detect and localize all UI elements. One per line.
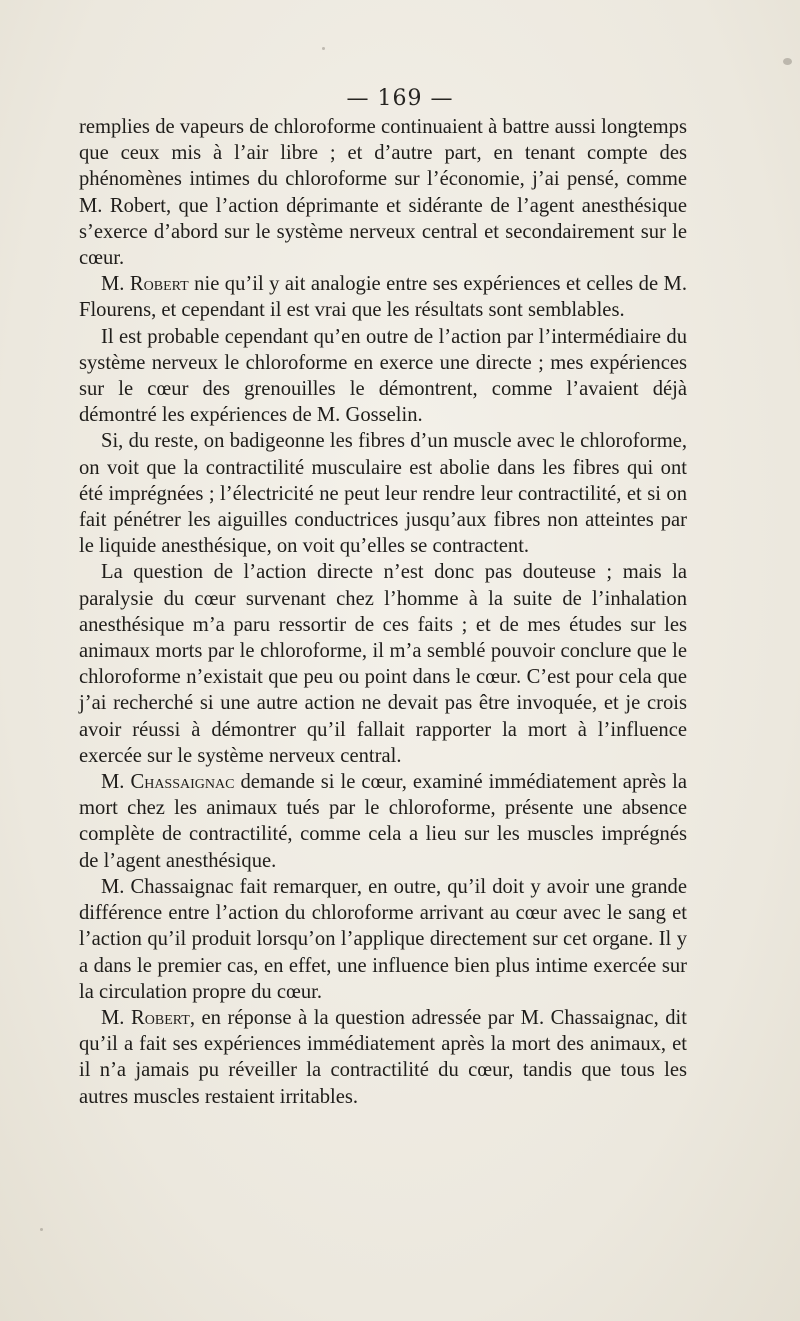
paragraph-5 [79,559,687,769]
text-run: M. [101,771,131,794]
paragraph-4 [79,428,687,559]
speaker-name: Robert [129,273,189,296]
paragraph-7 [79,874,687,1005]
paper-speck [783,58,792,65]
paragraph-1 [79,114,687,271]
speaker-name: Chassaignac [130,771,235,794]
text-run: , en réponse à la question adressée par M. Chassaignac, dit qu’il a fait ses expériences immédiatement après la mort des animaux, et il n’a jamais pu réveiller la contractilité du cœur, tandis que tous les autres muscles restaient irritables. [79,1006,688,1108]
text-run: demande si le cœur, examiné immédiatement après la mort chez les animaux tués par le chloroforme, présente une absence complète de contractilité, comme cela a lieu sur les muscles imprégnés de l’agent anesthésique. [79,771,688,872]
text-run: remplies de vapeurs de chloroforme continuaient à battre aussi longtemps que ceux mis à l’air libre ; et d’autre part, en tenant compte des phénomènes intimes du chloroforme sur l’économie, j’ai pensé, comme M. Robert, que l’action déprimante et sidérante de l’agent anesthésique s’exerce d’abord sur le système nerveux central et secondairement sur le cœur. [79,116,687,270]
text-run: M. [101,1006,132,1029]
speaker-name: Robert [131,1006,190,1029]
paragraph-3 [79,324,687,429]
paper-speck [40,1228,43,1231]
text-run: Si, du reste, on badigeonne les fibres d’un muscle avec le chloroforme, on voit que la contractilité musculaire est abolie dans les fibres qui ont été imprégnées ; l’électricité ne peut leur rendre leur contractilité, et si on fait pénétrer les aiguilles conductrices jusqu’aux fibres non atteintes par le liquide anesthésique, on voit qu’elles se contractent. [79,430,687,558]
paragraph-2 [79,271,687,323]
paragraph-8 [79,1005,687,1110]
text-run: M. [101,273,130,296]
page-number: — 169 — [346,86,454,111]
body-text [79,114,687,1110]
text-run: La question de l’action directe n’est donc pas douteuse ; mais la paralysie du cœur survenant chez l’homme à la suite de l’inhalation anesthésique m’a paru ressortir de ces faits ; et de mes études sur les animaux morts par le chloroforme, il m’a semblé pouvoir conclure que le chloroforme n’existait que peu ou point dans le cœur. C’est pour cela que j’ai recherché si une autre action ne devait pas être invoquée, et je crois avoir réussi à démontrer qu’il fallait rapporter la mort à l’influence exercée sur le système nerveux central. [79,561,687,767]
text-run: Il est probable cependant qu’en outre de l’action par l’intermédiaire du système nerveux le chloroforme en exerce une directe ; mes expériences sur le cœur des grenouilles le démontrent, comme l’avaient déjà démontré les expériences de M. Gosselin. [79,325,687,427]
paper-speck [322,47,325,50]
paragraph-6 [79,769,687,874]
text-run: M. Chassaignac fait remarquer, en outre, qu’il doit y avoir une grande différence entre l’action du chloroforme arrivant au cœur avec le sang et l’action qu’il produit lorsqu’on l’applique directement sur cet organe. Il y a dans le premier cas, en effet, une influence bien plus intime exercée sur la circulation propre du cœur. [79,875,687,1003]
text-run: nie qu’il y ait analogie entre ses expériences et celles de M. Flourens, et cependant il est vrai que les résultats sont semblables. [79,273,688,322]
